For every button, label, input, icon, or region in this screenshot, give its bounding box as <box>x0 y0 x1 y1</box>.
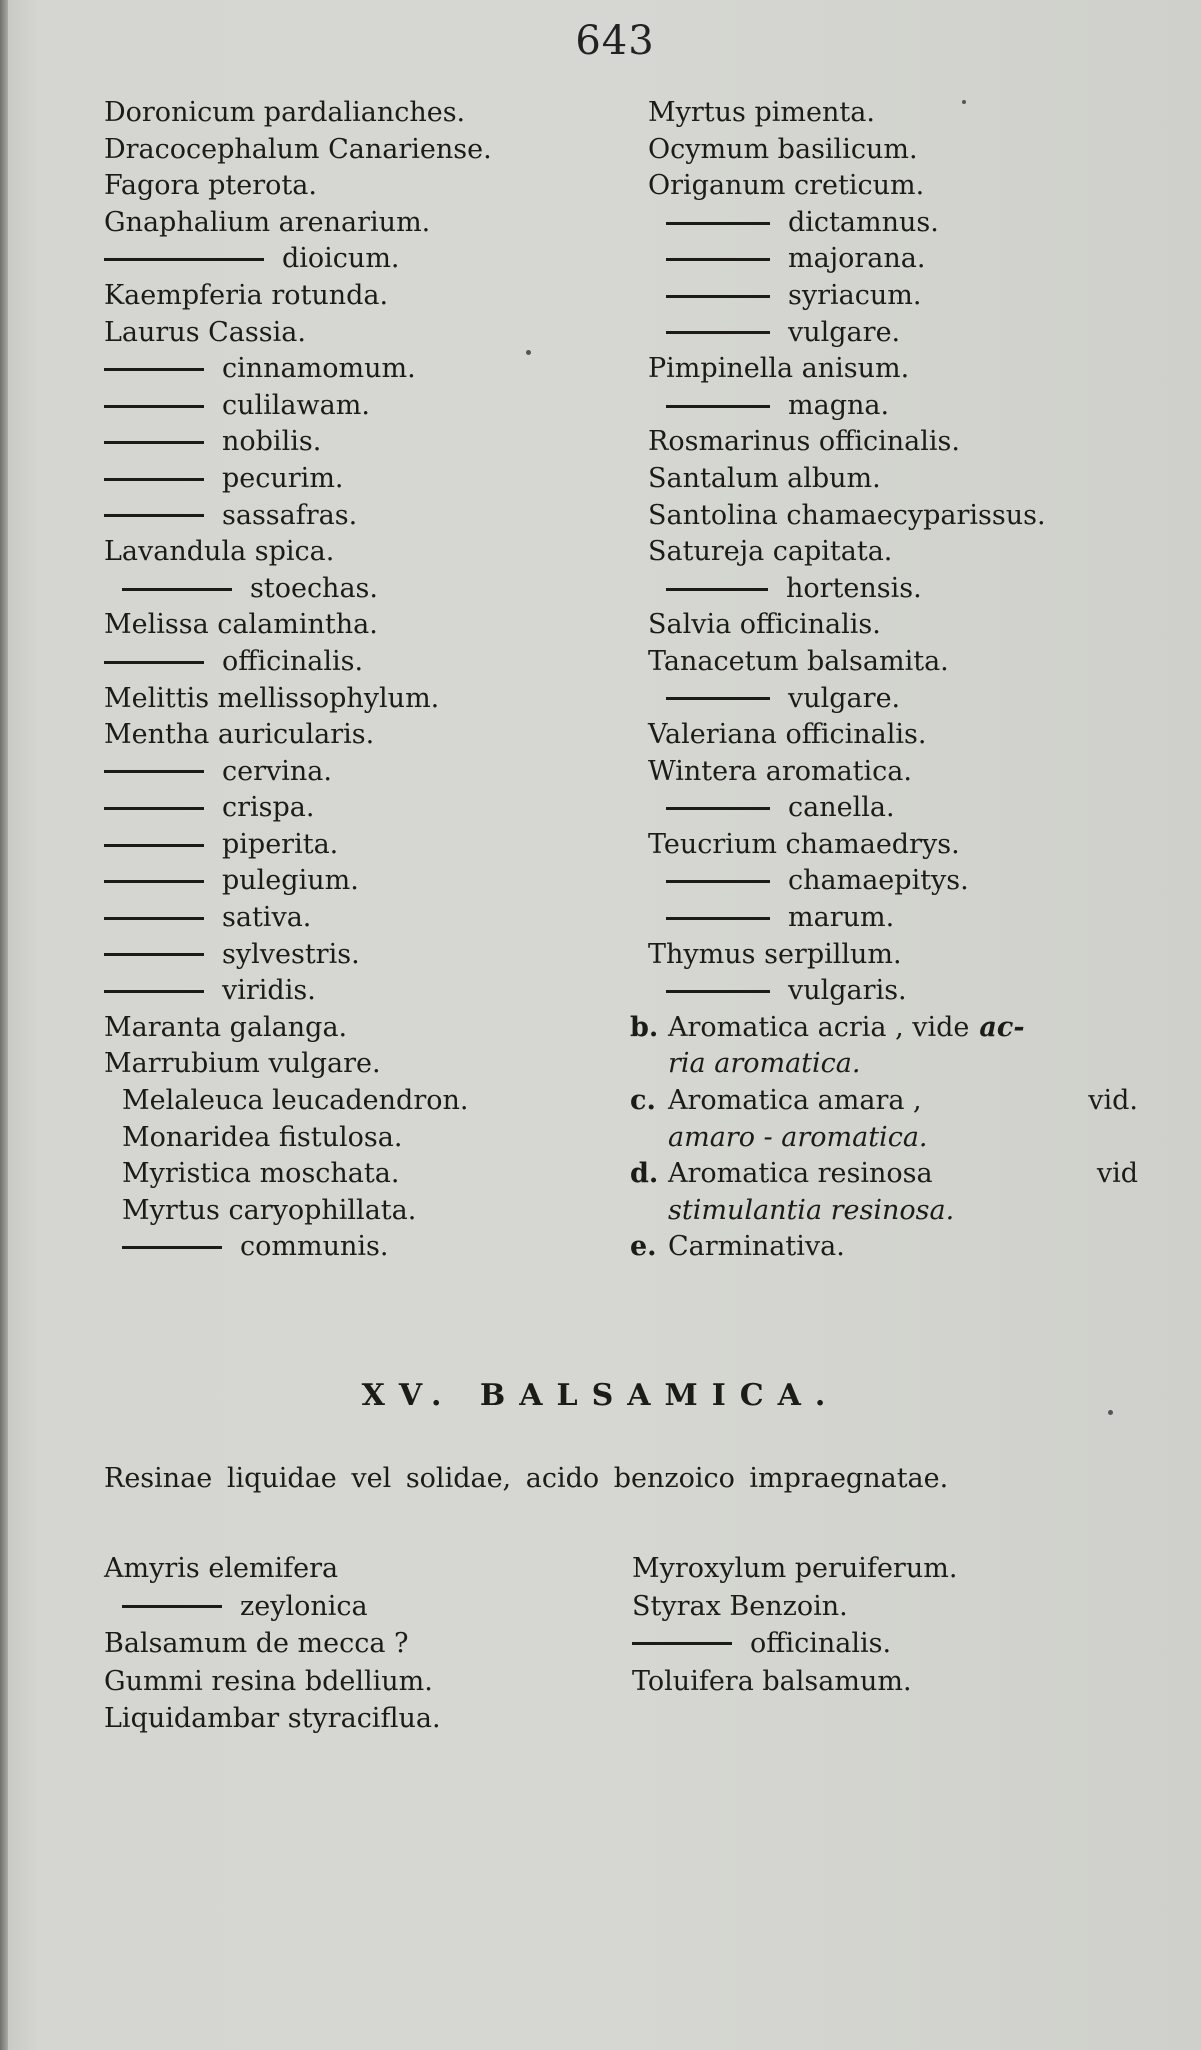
plant-entry <box>648 534 1188 571</box>
sub-entry <box>104 754 624 791</box>
entry-text: Satureja capitata. <box>648 536 893 568</box>
entry-text: Laurus Cassia. <box>104 316 306 348</box>
cross-reference-text <box>668 1083 1138 1120</box>
paper-speck <box>962 100 966 104</box>
entry-text: Myrtus pimenta. <box>648 97 875 128</box>
cross-reference-marker: b. <box>630 1011 659 1043</box>
ditto-dash <box>104 953 204 956</box>
sub-entry <box>104 973 624 1010</box>
sub-entry <box>648 278 1188 315</box>
entry-text: Mentha auricularis. <box>104 719 375 751</box>
sub-entry <box>648 315 1188 352</box>
entry-text: nobilis. <box>222 426 322 458</box>
cross-reference-marker: d. <box>630 1158 659 1190</box>
entry-text: syriacum. <box>788 279 922 311</box>
sub-entry <box>632 1625 1172 1663</box>
plant-entry <box>648 351 1188 388</box>
entry-text: sylvestris. <box>222 938 360 970</box>
sub-entry <box>104 571 624 608</box>
cross-reference-continuation: amaro - aromatica. <box>668 1121 928 1153</box>
sub-entry <box>648 205 1188 242</box>
entry-text: Maranta galanga. <box>104 1011 348 1043</box>
ditto-dash <box>666 880 770 883</box>
plant-entry <box>104 1046 624 1083</box>
entry-text: Monaridea fistulosa. <box>122 1121 403 1153</box>
ditto-dash <box>104 405 204 408</box>
cross-reference-marker: e. <box>630 1231 657 1263</box>
plant-entry <box>632 1663 1172 1701</box>
ditto-dash <box>666 258 770 261</box>
ditto-dash <box>104 661 204 664</box>
cross-reference-text <box>668 1229 845 1266</box>
ditto-dash <box>104 514 204 517</box>
ditto-dash <box>104 844 204 847</box>
plant-entry <box>104 1156 624 1193</box>
entry-text: Pimpinella anisum. <box>648 353 910 385</box>
plant-entry <box>104 607 624 644</box>
plant-entry <box>104 1700 624 1738</box>
entry-text: Santalum album. <box>648 462 881 494</box>
entry-text: communis. <box>240 1231 389 1263</box>
ditto-dash <box>104 441 204 444</box>
page-binding-edge <box>0 0 8 2050</box>
entry-text: vulgare. <box>788 316 901 348</box>
ditto-dash <box>666 588 768 591</box>
entry-text: Fagora pterota. <box>104 170 317 202</box>
plant-entry <box>648 754 1188 791</box>
plant-entry <box>104 1550 624 1588</box>
plant-entry <box>104 1193 624 1230</box>
entry-text: Melissa calamintha. <box>104 609 378 641</box>
entry-text: vulgare. <box>788 682 901 714</box>
sub-entry <box>104 1229 624 1266</box>
entry-text: Salvia officinalis. <box>648 609 881 641</box>
section-title: XV. BALSAMICA. <box>361 1378 840 1413</box>
entry-text: Melaleuca leucadendron. <box>122 1085 469 1117</box>
plant-entry <box>104 717 624 754</box>
ditto-dash <box>666 295 770 298</box>
cross-reference-continuation: stimulantia resinosa. <box>668 1194 955 1226</box>
sub-entry <box>104 1588 624 1626</box>
left-column-plant-list <box>104 95 624 1266</box>
entry-text: canella. <box>788 792 895 824</box>
cross-reference-marker: c. <box>630 1085 656 1117</box>
cross-reference-italic-tail: ac- <box>979 1011 1025 1043</box>
right-column-plant-list <box>630 95 1188 1266</box>
plant-entry <box>648 424 1188 461</box>
sub-entry <box>648 863 1188 900</box>
entry-text: hortensis. <box>786 572 922 604</box>
entry-text: Balsamum de mecca ? <box>104 1628 409 1659</box>
sub-entry <box>104 424 624 461</box>
plant-entry <box>104 1083 624 1120</box>
plant-entry <box>648 461 1188 498</box>
plant-entry <box>632 1550 1172 1588</box>
entry-text: Marrubium vulgare. <box>104 1048 381 1080</box>
entry-text: majorana. <box>788 243 926 275</box>
entry-text: Liquidambar styraciflua. <box>104 1703 441 1734</box>
cross-reference <box>630 1083 1188 1120</box>
entry-text: Rosmarinus officinalis. <box>648 426 960 458</box>
sub-entry <box>104 351 624 388</box>
plant-entry <box>648 607 1188 644</box>
cross-reference-vide: vid. <box>1088 1085 1138 1117</box>
cross-reference-main: Carminativa. <box>668 1231 845 1263</box>
entry-text: Gummi resina bdellium. <box>104 1665 433 1697</box>
sub-entry <box>648 900 1188 937</box>
ditto-dash <box>666 222 770 225</box>
entry-text: cinnamomum. <box>222 353 416 385</box>
balsamica-right-column <box>632 1550 1172 1700</box>
plant-entry <box>648 827 1188 864</box>
ditto-dash <box>104 258 264 261</box>
entry-text: magna. <box>788 389 890 421</box>
sub-entry <box>104 900 624 937</box>
cross-reference-vide: vid <box>1096 1158 1138 1190</box>
plant-entry <box>104 95 624 132</box>
ditto-dash <box>122 588 232 591</box>
ditto-dash <box>122 1605 222 1608</box>
ditto-dash <box>666 807 770 810</box>
entry-text: vulgaris. <box>788 975 907 1007</box>
plant-entry <box>632 1588 1172 1626</box>
cross-reference-text <box>668 1010 1025 1047</box>
plant-entry <box>648 937 1188 974</box>
plant-entry <box>104 1625 624 1663</box>
cross-reference <box>630 1010 1188 1047</box>
sub-entry <box>104 644 624 681</box>
ditto-dash <box>104 807 204 810</box>
entry-text: dioicum. <box>282 243 400 275</box>
entry-text: Doronicum pardalianches. <box>104 97 466 128</box>
paper-speck <box>526 350 531 355</box>
ditto-dash <box>666 990 770 993</box>
ditto-dash <box>666 917 770 920</box>
entry-text: sassafras. <box>222 499 358 531</box>
plant-entry <box>104 278 624 315</box>
cross-reference-main: Aromatica amara , <box>668 1085 922 1117</box>
cross-reference <box>630 1156 1188 1193</box>
ditto-dash <box>666 331 770 334</box>
entry-text: piperita. <box>222 828 339 860</box>
ditto-dash <box>666 697 770 700</box>
sub-entry <box>104 863 624 900</box>
plant-entry <box>648 717 1188 754</box>
entry-text: Myristica moschata. <box>122 1158 400 1190</box>
entry-text: Teucrium chamaedrys. <box>648 828 960 860</box>
ditto-dash <box>666 405 770 408</box>
sub-entry <box>104 827 624 864</box>
sub-entry <box>648 681 1188 718</box>
entry-text: Melittis mellissophylum. <box>104 682 440 714</box>
plant-entry <box>648 644 1188 681</box>
entry-text: Lavandula spica. <box>104 536 335 568</box>
cross-reference-text <box>668 1156 1138 1193</box>
ditto-dash <box>104 990 204 993</box>
entry-text: Styrax Benzoin. <box>632 1590 848 1622</box>
entry-text: officinalis. <box>750 1628 892 1659</box>
ditto-dash <box>104 770 204 773</box>
page-number: 643 <box>575 18 655 64</box>
plant-entry <box>104 534 624 571</box>
plant-entry <box>104 681 624 718</box>
entry-text: culilawam. <box>222 389 370 421</box>
plant-entry <box>104 168 624 205</box>
entry-text: Dracocephalum Canariense. <box>104 133 492 165</box>
entry-text: Kaempferia rotunda. <box>104 279 389 311</box>
ditto-dash <box>104 478 204 481</box>
ditto-dash <box>104 368 204 371</box>
entry-text: officinalis. <box>222 645 364 677</box>
cross-reference <box>630 1229 1188 1266</box>
entry-text: Tanacetum balsamita. <box>648 645 949 677</box>
entry-text: dictamnus. <box>788 206 939 238</box>
ditto-dash <box>122 1246 222 1249</box>
sub-entry <box>104 498 624 535</box>
cross-reference-list <box>630 1010 1188 1266</box>
entry-text: Thymus serpillum. <box>648 938 902 970</box>
entry-text: sativa. <box>222 902 312 934</box>
right-column-entries <box>648 95 1188 1010</box>
sub-entry <box>648 790 1188 827</box>
plant-entry <box>104 1663 624 1701</box>
entry-text: Valeriana officinalis. <box>648 719 927 751</box>
cross-reference-continuation: ria aromatica. <box>668 1048 861 1080</box>
sub-entry <box>648 973 1188 1010</box>
sub-entry <box>104 388 624 425</box>
entry-text: Amyris elemifera <box>104 1553 339 1584</box>
entry-text: Wintera aromatica. <box>648 755 912 787</box>
entry-text: pecurim. <box>222 462 344 494</box>
plant-entry <box>104 1120 624 1157</box>
plant-entry <box>648 132 1188 169</box>
sub-entry <box>104 461 624 498</box>
ditto-dash <box>104 917 204 920</box>
plant-entry <box>104 1010 624 1047</box>
plant-entry <box>104 315 624 352</box>
entry-text: stoechas. <box>250 572 378 604</box>
sub-entry <box>648 571 1188 608</box>
entry-text: Gnaphalium arenarium. <box>104 206 431 238</box>
plant-entry <box>648 168 1188 205</box>
entry-text: Toluifera balsamum. <box>632 1665 912 1697</box>
cross-reference-main: Aromatica acria , vide <box>668 1011 970 1043</box>
entry-text: Myroxylum peruiferum. <box>632 1553 958 1584</box>
entry-text: pulegium. <box>222 865 359 897</box>
entry-text: Origanum creticum. <box>648 170 925 202</box>
entry-text: cervina. <box>222 755 332 787</box>
plant-entry <box>104 205 624 242</box>
entry-text: viridis. <box>222 975 316 1007</box>
entry-text: zeylonica <box>240 1590 368 1622</box>
entry-text: crispa. <box>222 792 315 824</box>
cross-reference-main: Aromatica resinosa <box>668 1158 933 1190</box>
sub-entry <box>104 790 624 827</box>
section-description: Resinae liquidae vel solidae, acido benzoico impraegnatae. <box>104 1463 949 1494</box>
entry-text: chamaepitys. <box>788 865 969 897</box>
sub-entry <box>104 241 624 278</box>
entry-text: Ocymum basilicum. <box>648 133 918 165</box>
entry-text: Myrtus caryophillata. <box>122 1194 417 1226</box>
balsamica-left-column <box>104 1550 624 1738</box>
plant-entry <box>104 132 624 169</box>
plant-entry <box>648 498 1188 535</box>
ditto-dash <box>104 880 204 883</box>
entry-text: Santolina chamaecyparissus. <box>648 499 1046 531</box>
ditto-dash <box>632 1642 732 1645</box>
sub-entry <box>648 388 1188 425</box>
sub-entry <box>648 241 1188 278</box>
paper-speck <box>1108 1410 1113 1415</box>
entry-text: marum. <box>788 902 895 934</box>
sub-entry <box>104 937 624 974</box>
plant-entry <box>648 95 1188 132</box>
